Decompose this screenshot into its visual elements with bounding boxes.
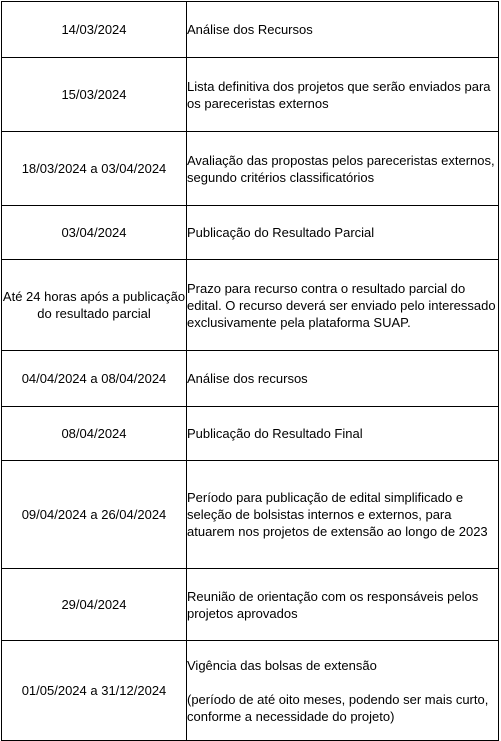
row-date: 01/05/2024 a 31/12/2024: [2, 641, 187, 741]
row-description: [187, 569, 499, 641]
row-description-text: Reunião de orientação com os responsáveis pelos projetos aprovados: [187, 588, 479, 621]
row-date: 15/03/2024: [2, 58, 187, 132]
row-date: 09/04/2024 a 26/04/2024: [2, 461, 187, 569]
row-description: [187, 2, 499, 58]
row-description-text: Análise dos Recursos: [187, 22, 313, 37]
row-description-text: Publicação do Resultado Parcial: [187, 225, 375, 240]
table-row: [2, 461, 499, 569]
row-description-text: Prazo para recurso contra o resultado parcial do edital. O recurso deverá ser enviado pelo interessado exclusivamente pela plataforma SUAP.: [187, 280, 496, 330]
row-description: [187, 351, 499, 407]
row-date: 08/04/2024: [2, 407, 187, 461]
table-row: [2, 407, 499, 461]
row-date: 03/04/2024: [2, 206, 187, 260]
schedule-table-body: [2, 2, 499, 741]
table-row: [2, 641, 499, 741]
row-description: [187, 132, 499, 206]
table-row: [2, 569, 499, 641]
row-date: Até 24 horas após a publicação do resultado parcial: [2, 260, 187, 351]
row-description-text: Vigência das bolsas de extensão: [187, 657, 377, 673]
row-description-text: Análise dos recursos: [187, 371, 308, 386]
row-description: [187, 461, 499, 569]
table-row: [2, 206, 499, 260]
table-row: [2, 260, 499, 351]
table-row: [2, 132, 499, 206]
row-date: 04/04/2024 a 08/04/2024: [2, 351, 187, 407]
row-description: [187, 641, 499, 741]
row-description-text: Publicação do Resultado Final: [187, 426, 363, 441]
table-row: [2, 351, 499, 407]
row-date: 29/04/2024: [2, 569, 187, 641]
table-row: [2, 2, 499, 58]
row-description: [187, 260, 499, 351]
table-row: [2, 58, 499, 132]
row-description-text: Período para publicação de edital simplificado e seleção de bolsistas internos e externos, para atuarem nos projetos de extensão ao longo de 2023: [187, 490, 488, 539]
row-description-note: (período de até oito meses, podendo ser mais curto, conforme a necessidade do projeto): [187, 691, 489, 724]
row-description: [187, 58, 499, 132]
row-description: [187, 206, 499, 260]
schedule-table: [1, 1, 499, 741]
row-description-text: Avaliação das propostas pelos pareceristas externos, segundo critérios classificatórios: [187, 152, 495, 185]
row-date: 18/03/2024 a 03/04/2024: [2, 132, 187, 206]
row-description: [187, 407, 499, 461]
row-date: 14/03/2024: [2, 2, 187, 58]
row-description-text: Lista definitiva dos projetos que serão enviados para os pareceristas externos: [187, 78, 491, 111]
